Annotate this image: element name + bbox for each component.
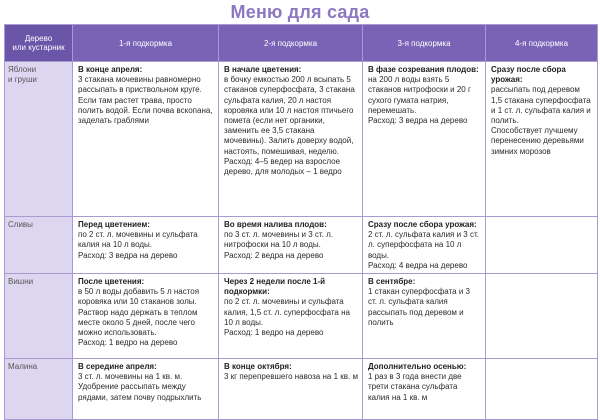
cell-lead: В середине апреля: <box>78 362 157 372</box>
cell-text: рассыпать под деревом 1,5 стакана суперфосфата и 1 ст. л. сульфата калия и полить. Способствует лучшему перенесению деревьями зимних морозов <box>491 85 591 156</box>
header-feeding-3: 3-я подкормка <box>363 25 486 62</box>
cell-lead: В фазе созревания плодов: <box>368 65 479 74</box>
fertilizer-table <box>4 24 598 420</box>
cell-text: по 3 ст. л. мочевины и 3 ст. л. нитрофоски на 10 л воды. Расход: 2 ведра на дерево <box>224 230 333 260</box>
cell-text: 3 кг перепревшего навоза на 1 кв. м <box>224 372 358 382</box>
row-plant-apple-pear <box>5 62 73 217</box>
header-feeding-2: 2-я подкормка <box>219 25 363 62</box>
cell-text: в бочку емкостью 200 л всыпать 5 стаканов суперфосфата, 3 стакана сульфата калия, 20 л настоя коровяка или 10 л настоя птичьего помета (если нет органики, заменить ее 3,5 стакана мочевины). Залить доверху водой, настоять, помешивая, неделю. Расход: 4–5 ведер на взрослое дерево, для молодых – 1 ведро <box>224 75 355 177</box>
page-title: Меню для сада <box>230 2 370 22</box>
cell-cherry-2 <box>219 274 363 359</box>
cell-plum-4 <box>486 217 598 274</box>
plant-name: Яблони и груши <box>8 65 37 84</box>
table-row <box>5 274 598 359</box>
cell-cherry-4 <box>486 274 598 359</box>
cell-lead: Через 2 недели после 1-й подкормки: <box>224 277 326 297</box>
cell-plum-1 <box>73 217 219 274</box>
cell-apple-3 <box>363 62 486 217</box>
cell-lead: После цветения: <box>78 277 145 287</box>
cell-lead: Сразу после сбора урожая: <box>368 220 477 229</box>
cell-lead: В конце октября: <box>224 362 292 372</box>
row-plant-raspberry <box>5 359 73 420</box>
plant-name: Малина <box>8 362 38 372</box>
row-plant-plum <box>5 217 73 274</box>
cell-lead: В конце апреля: <box>78 65 143 74</box>
cell-text: на 200 л воды взять 5 стаканов нитрофоски и 20 г сухого гумата натрия, перемешать. Расход: 3 ведра на дерево <box>368 75 471 126</box>
cell-text: 3 ст. л. мочевины на 1 кв. м. Удобрение рассыпать между рядами, затем почву подрыхлить <box>78 372 202 402</box>
header-feeding-1: 1-я подкормка <box>73 25 219 62</box>
plant-name: Сливы <box>8 220 33 229</box>
cell-text: 3 стакана мочевины равномерно рассыпать в приствольном круге. Если там растет трава, просто полить водой. Если почва вскопана, заделать граблями <box>78 75 213 126</box>
cell-lead: Перед цветением: <box>78 220 150 229</box>
cell-lead: В сентябре: <box>368 277 416 287</box>
cell-lead: В начале цветения: <box>224 65 302 74</box>
cell-raspberry-2 <box>219 359 363 420</box>
table-row <box>5 62 598 217</box>
plant-name: Вишни <box>8 277 34 287</box>
cell-text: в 50 л воды добавить 5 л настоя коровяка или 10 стаканов золы. Раствор надо держать в теплом месте около 5 дней, после чего можно использовать. Расход: 1 ведро на дерево <box>78 287 200 348</box>
cell-lead: Дополнительно осенью: <box>368 362 467 372</box>
cell-apple-4 <box>486 62 598 217</box>
cell-apple-2 <box>219 62 363 217</box>
cell-text: 2 ст. л. сульфата калия и 3 ст. л. суперфосфата на 10 л воды. Расход: 4 ведра на дерево <box>368 230 479 270</box>
header-row <box>5 25 598 62</box>
header-plant-label: Дерево или кустарник <box>12 34 65 52</box>
cell-text: по 2 ст. л. мочевины и сульфата калия на 10 л воды. Расход: 3 ведра на дерево <box>78 230 198 260</box>
cell-raspberry-3 <box>363 359 486 420</box>
table-row <box>5 217 598 274</box>
header-plant <box>5 25 73 62</box>
cell-text: по 2 ст. л. мочевины и сульфата калия, 1,5 ст. л. суперфосфата на 10 л воды. Расход: 1 ведро на дерево <box>224 297 350 338</box>
cell-cherry-3 <box>363 274 486 359</box>
cell-cherry-1 <box>73 274 219 359</box>
cell-raspberry-4 <box>486 359 598 420</box>
cell-text: 1 раз в 3 года внести две трети стакана сульфата калия на 1 кв. м <box>368 372 462 402</box>
cell-text: 1 стакан суперфосфата и 3 ст. л. сульфата калия рассыпать под деревом и полить <box>368 287 470 327</box>
cell-plum-2 <box>219 217 363 274</box>
table-row <box>5 359 598 420</box>
header-feeding-4: 4-я подкормка <box>486 25 598 62</box>
cell-lead: Во время налива плодов: <box>224 220 327 229</box>
cell-raspberry-1 <box>73 359 219 420</box>
cell-apple-1 <box>73 62 219 217</box>
cell-lead: Сразу после сбора урожая: <box>491 65 566 85</box>
cell-plum-3 <box>363 217 486 274</box>
row-plant-cherry <box>5 274 73 359</box>
